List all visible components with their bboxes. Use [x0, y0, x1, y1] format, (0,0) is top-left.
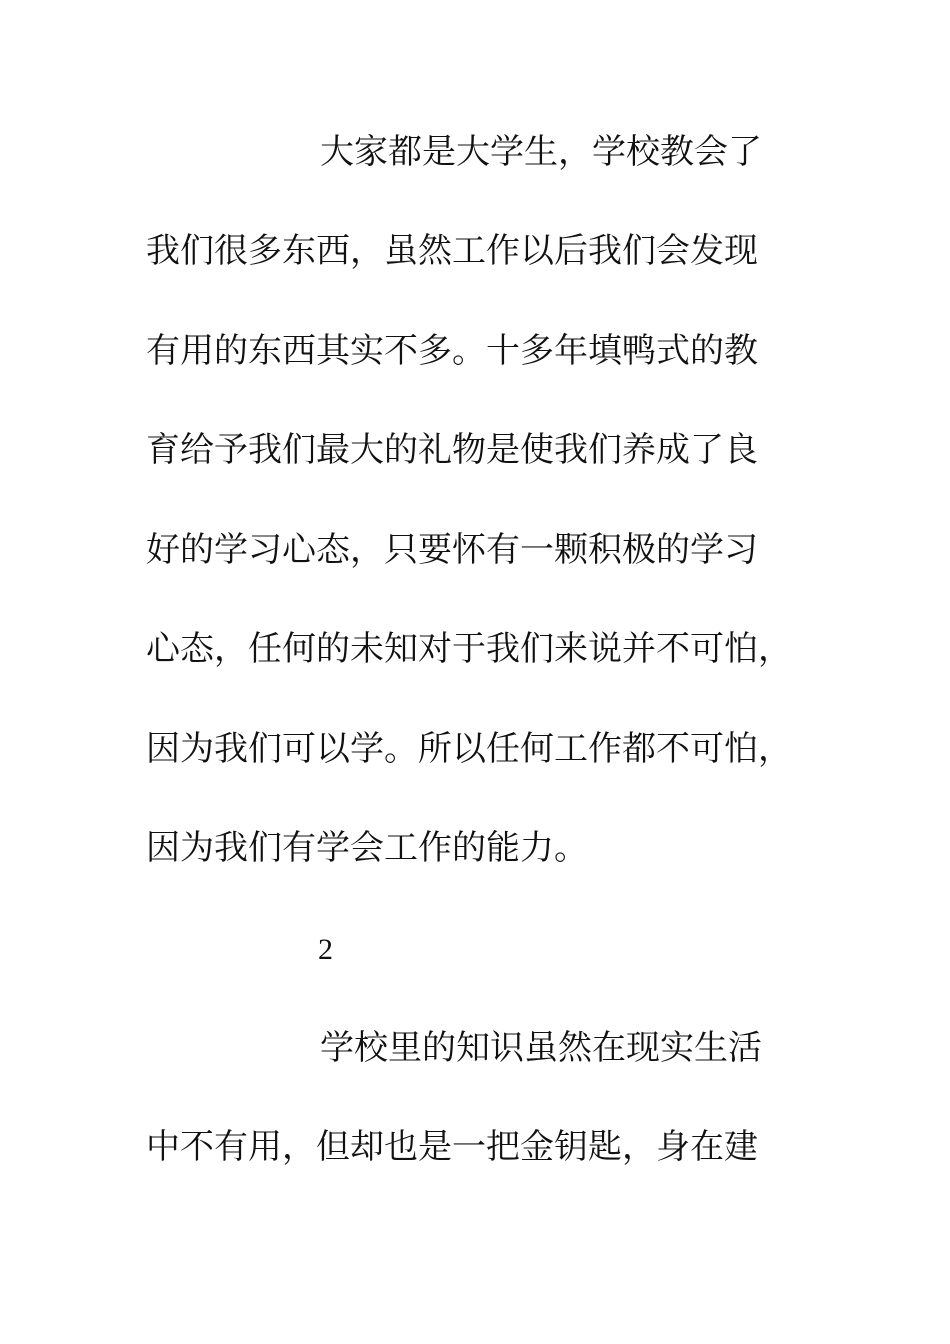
paragraph-1-line-6: 心态，任何的未知对于我们来说并不可怕， — [146, 629, 792, 669]
paragraph-1-line-2: 我们很多东西，虽然工作以后我们会发现 — [146, 231, 758, 271]
paragraph-1-line-4: 育给予我们最大的礼物是使我们养成了良 — [146, 430, 758, 470]
paragraph-1-line-7: 因为我们可以学。所以任何工作都不可怕， — [146, 729, 792, 769]
paragraph-1-line-5: 好的学习心态，只要怀有一颗积极的学习 — [146, 530, 758, 570]
paragraph-1-line-3: 有用的东西其实不多。十多年填鸭式的教 — [146, 331, 758, 371]
section-number: 2 — [318, 933, 333, 966]
paragraph-2-line-1: 学校里的知识虽然在现实生活 — [320, 1028, 762, 1068]
paragraph-1-line-8: 因为我们有学会工作的能力。 — [146, 828, 588, 868]
paragraph-2-line-2: 中不有用，但却也是一把金钥匙，身在建 — [146, 1127, 758, 1167]
paragraph-1-line-1: 大家都是大学生，学校教会了 — [320, 132, 762, 172]
